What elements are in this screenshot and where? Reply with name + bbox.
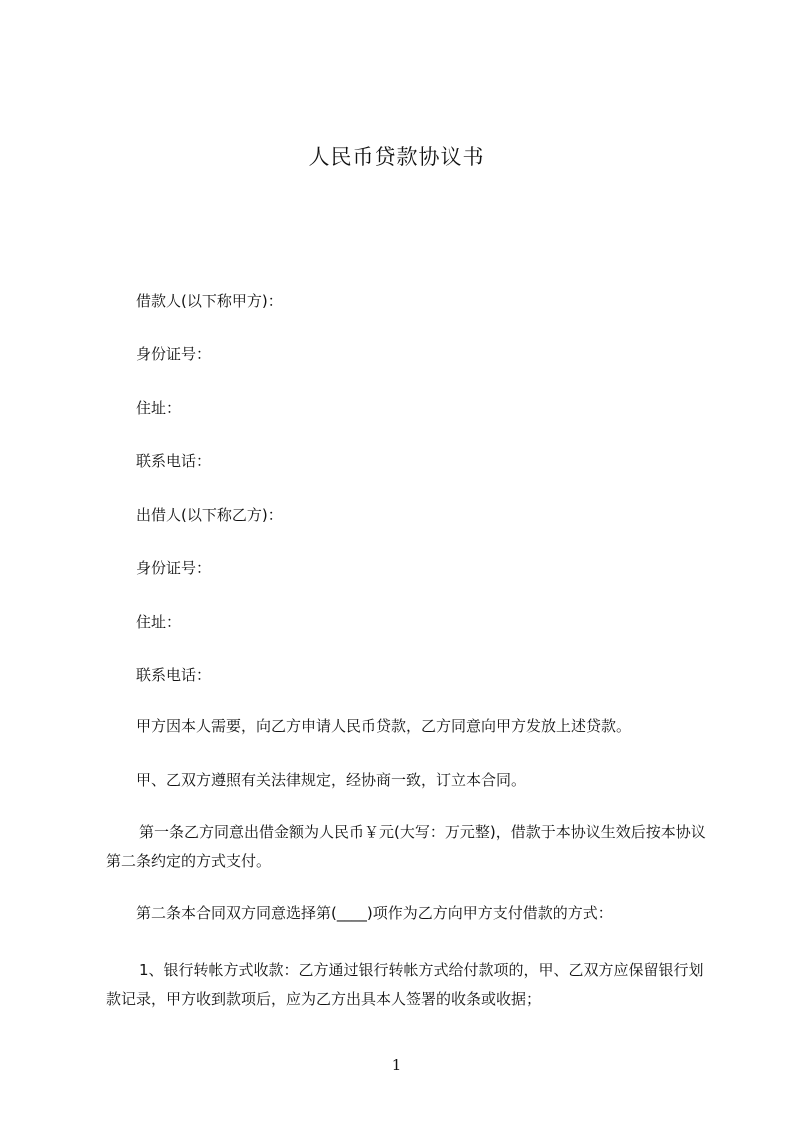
lender-id-number-field: 身份证号：	[136, 559, 212, 577]
borrower-phone-field: 联系电话：	[136, 452, 212, 470]
borrower-name-field: 借款人(以下称甲方)：	[136, 292, 283, 310]
loan-request-paragraph: 甲方因本人需要，向乙方申请人民币贷款，乙方同意向甲方发放上述贷款。	[136, 717, 632, 735]
bank-transfer-paragraph: 1、银行转帐方式收款：乙方通过银行转帐方式给付款项的，甲、乙双方应保留银行划款记录，甲方收到款项后，应为乙方出具本人签署的收条或收据；	[106, 961, 704, 1008]
article-one-paragraph: 第一条乙方同意出借金额为人民币￥元(大写：万元整)，借款于本协议生效后按本协议第二条约定的方式支付。	[106, 823, 706, 870]
agreement-basis-paragraph: 甲、乙双方遵照有关法律规定，经协商一致，订立本合同。	[136, 771, 527, 789]
borrower-address-field: 住址：	[136, 399, 182, 417]
document-title: 人民币贷款协议书	[308, 145, 485, 169]
page-number: 1	[391, 1056, 402, 1074]
borrower-id-number-field: 身份证号：	[136, 345, 212, 363]
lender-phone-field: 联系电话：	[136, 666, 212, 684]
article-two-paragraph: 第二条本合同双方同意选择第(____)项作为乙方向甲方支付借款的方式：	[136, 904, 613, 922]
lender-address-field: 住址：	[136, 613, 182, 631]
lender-name-field: 出借人(以下称乙方)：	[136, 506, 283, 524]
